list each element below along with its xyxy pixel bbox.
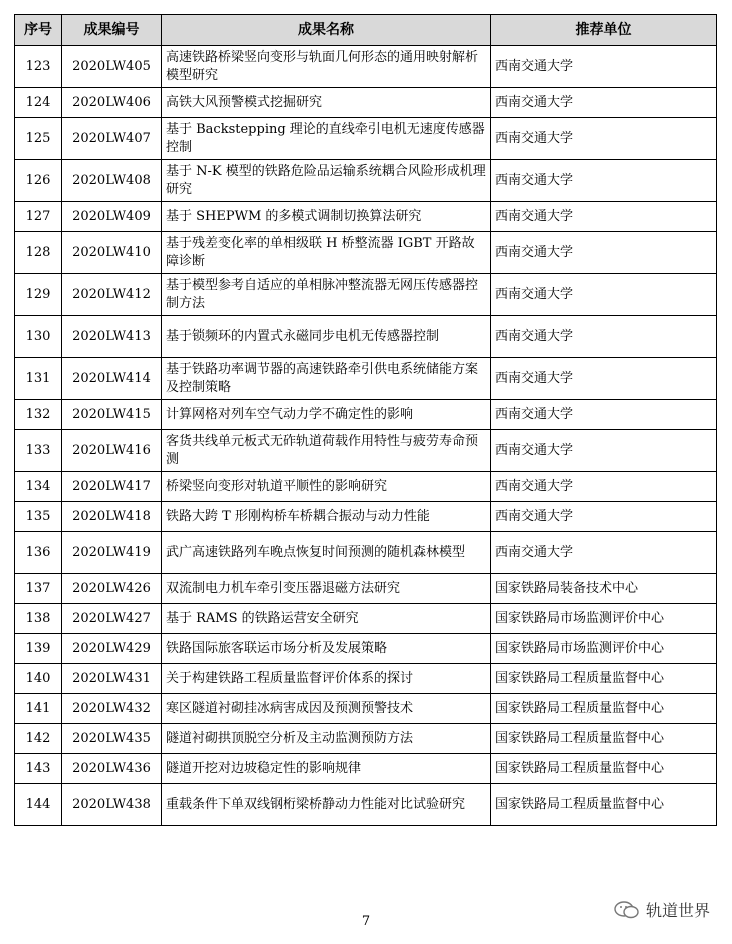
cell-code: 2020LW409: [62, 202, 162, 232]
cell-no: 132: [15, 400, 62, 430]
cell-name: 铁路大跨 T 形刚构桥车桥耦合振动与动力性能: [162, 502, 491, 532]
table-row: [15, 400, 717, 430]
cell-name: 双流制电力机车牵引变压器退磁方法研究: [162, 574, 491, 604]
cell-name: 基于 RAMS 的铁路运营安全研究: [162, 604, 491, 634]
cell-no: 133: [15, 430, 62, 472]
cell-code: 2020LW429: [62, 634, 162, 664]
cell-no: 142: [15, 724, 62, 754]
table-row: [15, 316, 717, 358]
table-row: [15, 574, 717, 604]
table-row: [15, 532, 717, 574]
cell-code: 2020LW432: [62, 694, 162, 724]
table-row: [15, 604, 717, 634]
cell-name: 寒区隧道衬砌挂冰病害成因及预测预警技术: [162, 694, 491, 724]
cell-name: 基于残差变化率的单相级联 H 桥整流器 IGBT 开路故障诊断: [162, 232, 491, 274]
cell-name: 基于 N-K 模型的铁路危险品运输系统耦合风险形成机理研究: [162, 160, 491, 202]
cell-name: 基于 Backstepping 理论的直线牵引电机无速度传感器控制: [162, 118, 491, 160]
cell-unit: 西南交通大学: [491, 502, 717, 532]
table-row: [15, 694, 717, 724]
cell-code: 2020LW413: [62, 316, 162, 358]
cell-name: 武广高速铁路列车晚点恢复时间预测的随机森林模型: [162, 532, 491, 574]
cell-no: 143: [15, 754, 62, 784]
cell-unit: 国家铁路局市场监测评价中心: [491, 604, 717, 634]
cell-code: 2020LW417: [62, 472, 162, 502]
cell-name: 重载条件下单双线钢桁梁桥静动力性能对比试验研究: [162, 784, 491, 826]
table-row: [15, 358, 717, 400]
cell-name: 高速铁路桥梁竖向变形与轨面几何形态的通用映射解析模型研究: [162, 46, 491, 88]
cell-code: 2020LW410: [62, 232, 162, 274]
cell-code: 2020LW406: [62, 88, 162, 118]
cell-code: 2020LW408: [62, 160, 162, 202]
cell-code: 2020LW427: [62, 604, 162, 634]
cell-name: 隧道开挖对边坡稳定性的影响规律: [162, 754, 491, 784]
cell-name: 高铁大风预警模式挖掘研究: [162, 88, 491, 118]
table-row: [15, 202, 717, 232]
cell-unit: 西南交通大学: [491, 88, 717, 118]
cell-code: 2020LW419: [62, 532, 162, 574]
table-row: [15, 634, 717, 664]
table-row: [15, 724, 717, 754]
cell-name: 铁路国际旅客联运市场分析及发展策略: [162, 634, 491, 664]
cell-code: 2020LW435: [62, 724, 162, 754]
cell-unit: 西南交通大学: [491, 274, 717, 316]
cell-code: 2020LW407: [62, 118, 162, 160]
cell-no: 141: [15, 694, 62, 724]
cell-no: 139: [15, 634, 62, 664]
cell-no: 129: [15, 274, 62, 316]
cell-no: 137: [15, 574, 62, 604]
cell-unit: 国家铁路局工程质量监督中心: [491, 664, 717, 694]
header-no: 序号: [15, 15, 62, 46]
table-row: [15, 118, 717, 160]
header-unit: 推荐单位: [491, 15, 717, 46]
cell-name: 基于铁路功率调节器的高速铁路牵引供电系统储能方案及控制策略: [162, 358, 491, 400]
table-body: [15, 46, 717, 826]
cell-unit: 国家铁路局工程质量监督中心: [491, 754, 717, 784]
table-row: [15, 502, 717, 532]
table-row: [15, 274, 717, 316]
cell-code: 2020LW415: [62, 400, 162, 430]
cell-name: 桥梁竖向变形对轨道平顺性的影响研究: [162, 472, 491, 502]
cell-name: 计算网格对列车空气动力学不确定性的影响: [162, 400, 491, 430]
cell-unit: 国家铁路局工程质量监督中心: [491, 724, 717, 754]
table-row: [15, 46, 717, 88]
wechat-icon: [614, 900, 640, 920]
cell-no: 126: [15, 160, 62, 202]
table-row: [15, 160, 717, 202]
cell-code: 2020LW438: [62, 784, 162, 826]
header-row: [15, 15, 717, 46]
cell-unit: 国家铁路局工程质量监督中心: [491, 784, 717, 826]
cell-no: 125: [15, 118, 62, 160]
cell-name: 基于锁频环的内置式永磁同步电机无传感器控制: [162, 316, 491, 358]
cell-name: 基于模型参考自适应的单相脉冲整流器无网压传感器控制方法: [162, 274, 491, 316]
cell-code: 2020LW426: [62, 574, 162, 604]
cell-code: 2020LW418: [62, 502, 162, 532]
header-code: 成果编号: [62, 15, 162, 46]
cell-no: 136: [15, 532, 62, 574]
cell-name: 隧道衬砌拱顶脱空分析及主动监测预防方法: [162, 724, 491, 754]
table-row: [15, 472, 717, 502]
table-row: [15, 88, 717, 118]
cell-no: 131: [15, 358, 62, 400]
cell-unit: 西南交通大学: [491, 232, 717, 274]
cell-unit: 国家铁路局工程质量监督中心: [491, 694, 717, 724]
table-row: [15, 232, 717, 274]
cell-no: 135: [15, 502, 62, 532]
cell-unit: 西南交通大学: [491, 400, 717, 430]
cell-no: 124: [15, 88, 62, 118]
cell-no: 130: [15, 316, 62, 358]
cell-name: 关于构建铁路工程质量监督评价体系的探讨: [162, 664, 491, 694]
cell-no: 144: [15, 784, 62, 826]
table-row: [15, 784, 717, 826]
table-row: [15, 754, 717, 784]
cell-name: 基于 SHEPWM 的多模式调制切换算法研究: [162, 202, 491, 232]
cell-unit: 国家铁路局装备技术中心: [491, 574, 717, 604]
cell-unit: 西南交通大学: [491, 316, 717, 358]
header-name: 成果名称: [162, 15, 491, 46]
cell-code: 2020LW416: [62, 430, 162, 472]
cell-no: 138: [15, 604, 62, 634]
table-row: [15, 430, 717, 472]
cell-unit: 西南交通大学: [491, 118, 717, 160]
cell-unit: 西南交通大学: [491, 358, 717, 400]
cell-unit: 西南交通大学: [491, 46, 717, 88]
cell-unit: 国家铁路局市场监测评价中心: [491, 634, 717, 664]
table-header: [15, 15, 717, 46]
page-number: 7: [361, 914, 371, 929]
cell-no: 127: [15, 202, 62, 232]
cell-code: 2020LW436: [62, 754, 162, 784]
results-table: [14, 14, 717, 826]
cell-unit: 西南交通大学: [491, 430, 717, 472]
watermark-text: 轨道世界: [645, 901, 710, 920]
cell-unit: 西南交通大学: [491, 202, 717, 232]
cell-code: 2020LW405: [62, 46, 162, 88]
cell-name: 客货共线单元板式无砟轨道荷载作用特性与疲劳寿命预测: [162, 430, 491, 472]
cell-unit: 西南交通大学: [491, 160, 717, 202]
cell-no: 134: [15, 472, 62, 502]
table-row: [15, 664, 717, 694]
cell-no: 140: [15, 664, 62, 694]
cell-code: 2020LW414: [62, 358, 162, 400]
cell-code: 2020LW431: [62, 664, 162, 694]
cell-unit: 西南交通大学: [491, 532, 717, 574]
cell-no: 128: [15, 232, 62, 274]
cell-code: 2020LW412: [62, 274, 162, 316]
cell-no: 123: [15, 46, 62, 88]
cell-unit: 西南交通大学: [491, 472, 717, 502]
watermark: [614, 898, 710, 921]
